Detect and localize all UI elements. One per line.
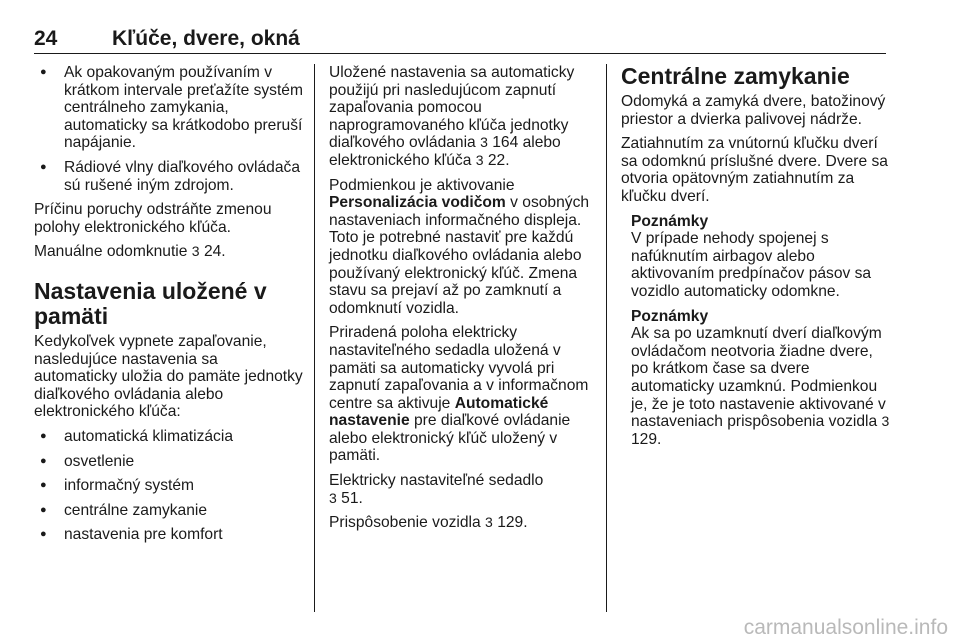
- page-ref-icon: 3: [191, 243, 200, 260]
- note-text: V prípade nehody spojenej s nafúknutím airbagov alebo aktivovaním predpínačov pásov sa vozidlo automaticky odomkne.: [631, 230, 872, 300]
- list-item: ● Ak opakovaným používaním v krátkom intervale preťažíte systém centrálneho zamykania, automaticky sa krátkodobo preruší napájanie.: [34, 64, 304, 152]
- page-number: 24: [34, 27, 58, 50]
- paragraph: Kedykoľvek vypnete zapaľovanie, nasledujúce nastavenia sa automaticky uložia do pamäte jednotky diaľkového ovládania alebo elektronického kľúča:: [34, 332, 303, 421]
- list-item: ● Rádiové vlny diaľkového ovládača sú rušené iným zdrojom.: [34, 159, 304, 194]
- column-2: [329, 64, 599, 539]
- paragraph: Elektricky nastaviteľné sedadlo 3 51.: [329, 472, 544, 507]
- paragraph: Uložené nastavenia sa automaticky použijú pri nasledujúcom zapnutí zapaľovania pomocou naprogramovaného kľúča jednotky diaľkového ovládania 3 164 alebo elektronického kľúča 3 22.: [329, 64, 575, 169]
- page-ref-icon: 3: [480, 134, 488, 151]
- paragraph: Príčinu poruchy odstráňte zmenou polohy elektronického kľúča.: [34, 201, 272, 236]
- section-heading-central-locking: Centrálne zamykanie: [621, 63, 850, 89]
- list-item: ● nastavenia pre komfort: [34, 526, 304, 544]
- page-link[interactable]: 24.: [203, 243, 226, 261]
- note-title: Poznámky: [631, 307, 709, 325]
- setting-name: Personalizácia vodičom: [329, 194, 506, 212]
- paragraph: Odomyká a zamyká dvere, batožinový priestor a dvierka palivovej nádrže.: [621, 93, 886, 128]
- paragraph: Zatiahnutím za vnútornú kľučku dverí sa odomknú príslušné dvere. Dvere sa otvoria opätovným zatiahnutím za kľučku dverí.: [621, 135, 888, 205]
- note-box: [621, 308, 891, 449]
- page-ref-icon: 3: [329, 489, 337, 506]
- list-item: ● centrálne zamykanie: [34, 502, 304, 520]
- paragraph: Priradená poloha elektricky nastaviteľného sedadla uložená v pamäti sa automaticky vyvolá pri zapnutí zapaľovania a v informačnom centre sa aktivuje Automatické nastavenie pre diaľkové ovládanie alebo elektronický kľúč uložený v pamäti.: [329, 324, 589, 465]
- page-link[interactable]: 51.: [341, 489, 363, 507]
- page-ref-icon: 3: [475, 151, 484, 168]
- column-1: [34, 64, 304, 551]
- chapter-title: Kľúče, dvere, okná: [112, 27, 300, 50]
- page-link[interactable]: 129.: [631, 430, 662, 448]
- page-header: [34, 27, 886, 54]
- paragraph: Prispôsobenie vozidla 3 129.: [329, 514, 528, 532]
- page-ref-icon: 3: [881, 413, 890, 430]
- column-3: [621, 64, 891, 455]
- note-title: Poznámky: [631, 212, 709, 230]
- section-heading-memory: Nastavenia uložené v pamäti: [34, 277, 267, 329]
- page-link[interactable]: 129.: [497, 514, 528, 532]
- list-item: ● informačný systém: [34, 477, 304, 495]
- watermark: carmanualsonline.info: [743, 616, 948, 639]
- list-item: ● osvetlenie: [34, 453, 304, 471]
- column-divider-1: [314, 64, 315, 612]
- note-box: [621, 213, 891, 301]
- setting-name: Automatické nastavenie: [329, 394, 549, 430]
- list-item: ● automatická klimatizácia: [34, 428, 304, 446]
- page-link[interactable]: 22.: [487, 151, 510, 169]
- page-ref-icon: 3: [485, 514, 493, 531]
- note-text: Ak sa po uzamknutí dverí diaľkovým ovládačom neotvoria žiadne dvere, po krátkom čase sa dvere automaticky uzamknú. Podmienkou je, že je toto nastavenie aktivované v nastaveniach prispôsobenia vozidla 3 129.: [631, 325, 890, 448]
- paragraph: Podmienkou je aktivovanie Personalizácia vodičom v osobných nastaveniach informačného displeja. Toto je potrebné nastaviť pre každú jednotku diaľkového ovládania alebo používaný elektronický kľúč. Zmena stavu sa prejaví až po zamknutí a odomknutí vozidla.: [329, 176, 590, 317]
- paragraph-manual-unlock: Manuálne odomknutie 3 24.: [34, 243, 226, 261]
- column-divider-2: [606, 64, 607, 612]
